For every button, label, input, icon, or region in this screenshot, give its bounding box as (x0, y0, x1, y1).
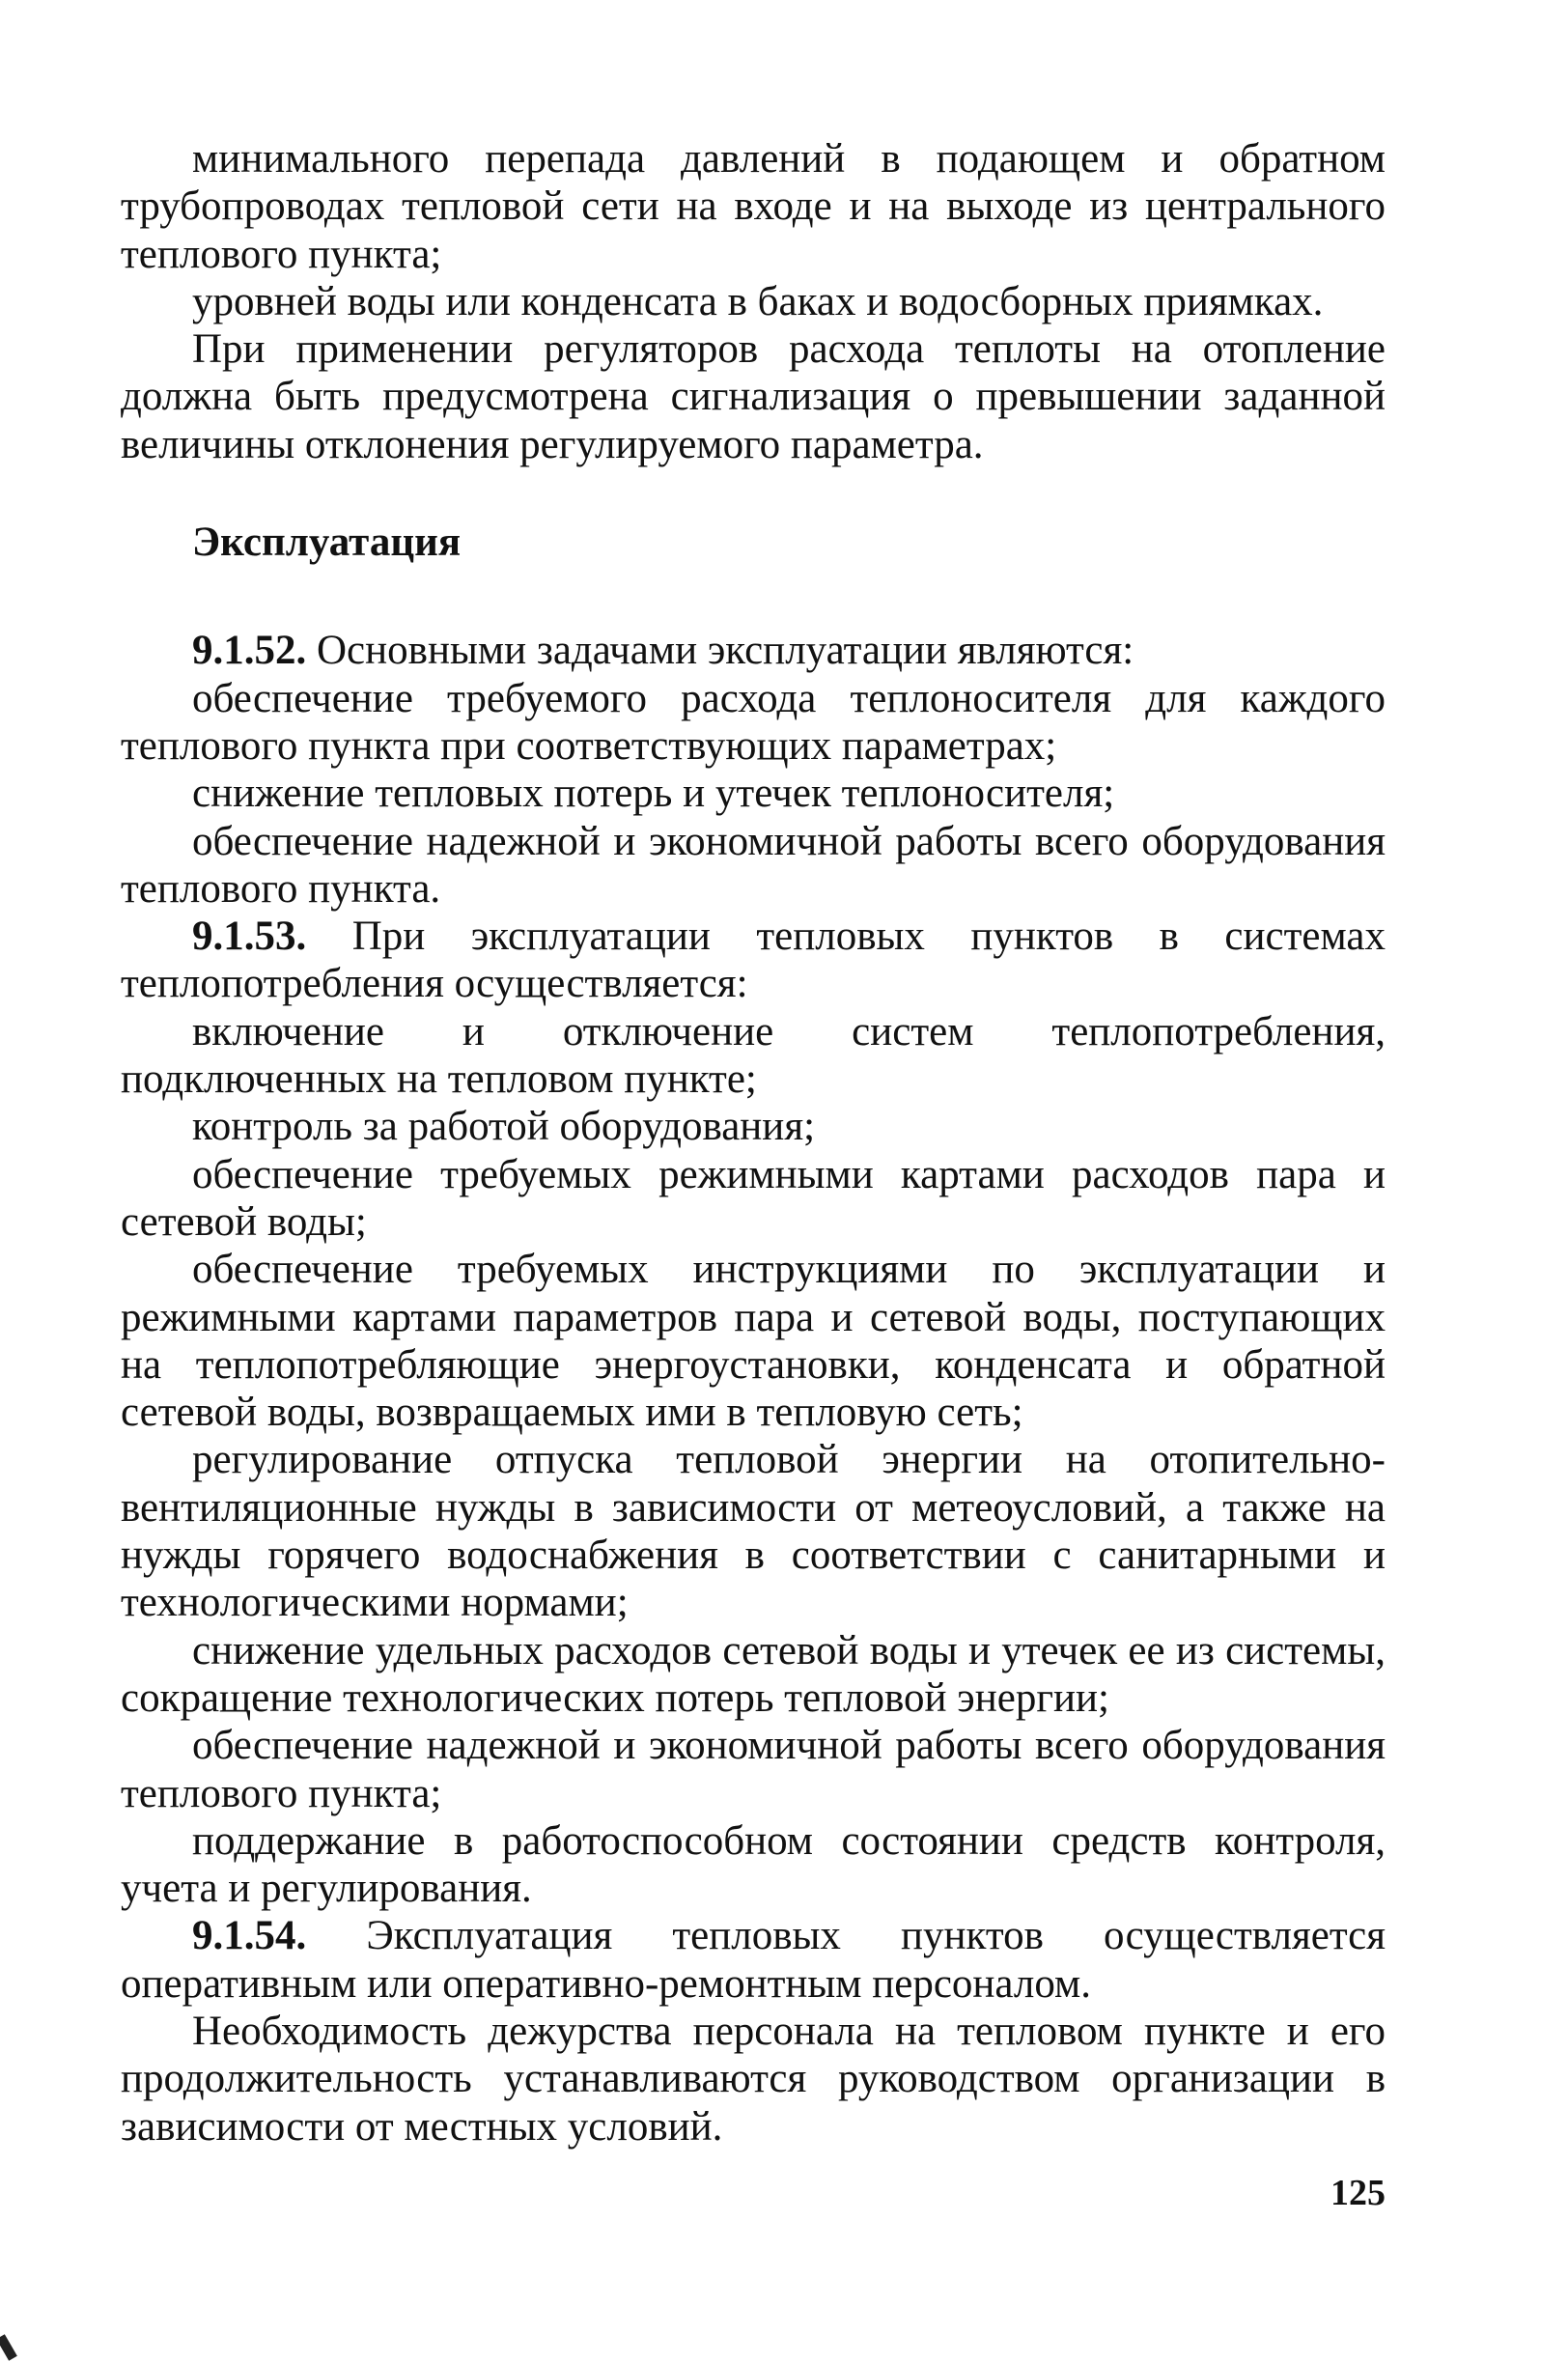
list-paragraph: обеспечение надежной и экономичной работы всего оборудования теплового пункта; (121, 1723, 1386, 1816)
paragraph: При применении регуляторов расхода теплоты на отопление должна быть предусмотрена сигнализация о превышении заданной величины отклонения регулируемого параметра. (121, 326, 1386, 467)
list-paragraph: обеспечение требуемых режимными картами расходов пара и сетевой воды; (121, 1151, 1386, 1245)
clause-lead-text: Эксплуатация тепловых пунктов осуществляется оперативным или оперативно-ремонтным персоналом. (121, 1913, 1386, 2007)
clause-number: 9.1.54. (192, 1913, 307, 1959)
scan-artifact-mark (0, 2334, 17, 2361)
page-number: 125 (1330, 2173, 1386, 2213)
section-heading: Эксплуатация (192, 520, 462, 566)
clause-number: 9.1.53. (192, 914, 307, 960)
list-paragraph: снижение тепловых потерь и утечек теплоносителя; (192, 771, 1115, 817)
paragraph: минимального перепада давлений в подающем и обратном трубопроводах тепловой сети на входе и на выходе из центрального теплового пункта; (121, 136, 1386, 277)
list-paragraph: регулирование отпуска тепловой энергии на отопительно-вентиляционные нужды в зависимости от метеоусловий, а также на нужды горячего водоснабжения в соответствии с санитарными и технологическими нормами; (121, 1437, 1386, 1626)
clause-number: 9.1.52. (192, 628, 307, 674)
clause-9-1-53 (121, 913, 1386, 1008)
list-paragraph: обеспечение требуемых инструкциями по эксплуатации и режимными картами параметров пара и сетевой воды, поступающих на теплопотребляющие энергоустановки, конденсата и обратной сетевой воды, возвращаемых ими в тепловую сеть; (121, 1247, 1386, 1436)
list-paragraph: обеспечение надежной и экономичной работы всего оборудования теплового пункта. (121, 818, 1386, 912)
list-paragraph: включение и отключение систем теплопотребления, подключенных на тепловом пункте; (121, 1008, 1386, 1103)
clause-lead-text: Основными задачами эксплуатации являются: (306, 628, 1134, 674)
list-paragraph: снижение удельных расходов сетевой воды и утечек ее из системы, сокращение технологических потерь тепловой энергии; (121, 1627, 1386, 1721)
list-paragraph: контроль за работой оборудования; (192, 1104, 816, 1150)
list-paragraph: поддержание в работоспособном состоянии средств контроля, учета и регулирования. (121, 1817, 1386, 1912)
list-paragraph: обеспечение требуемого расхода теплоносителя для каждого теплового пункта при соответствующих параметрах; (121, 675, 1386, 769)
paragraph: уровней воды или конденсата в баках и водосборных приямках. (192, 278, 1324, 324)
paragraph: Необходимость дежурства персонала на тепловом пункте и его продолжительность устанавливаются руководством организации в зависимости от местных условий. (121, 2008, 1386, 2150)
clause-9-1-52 (121, 627, 1386, 674)
page-text (121, 135, 1386, 2151)
clause-9-1-54 (121, 1912, 1386, 2008)
clause-lead-text: При эксплуатации тепловых пунктов в системах теплопотребления осуществляется: (121, 914, 1386, 1007)
